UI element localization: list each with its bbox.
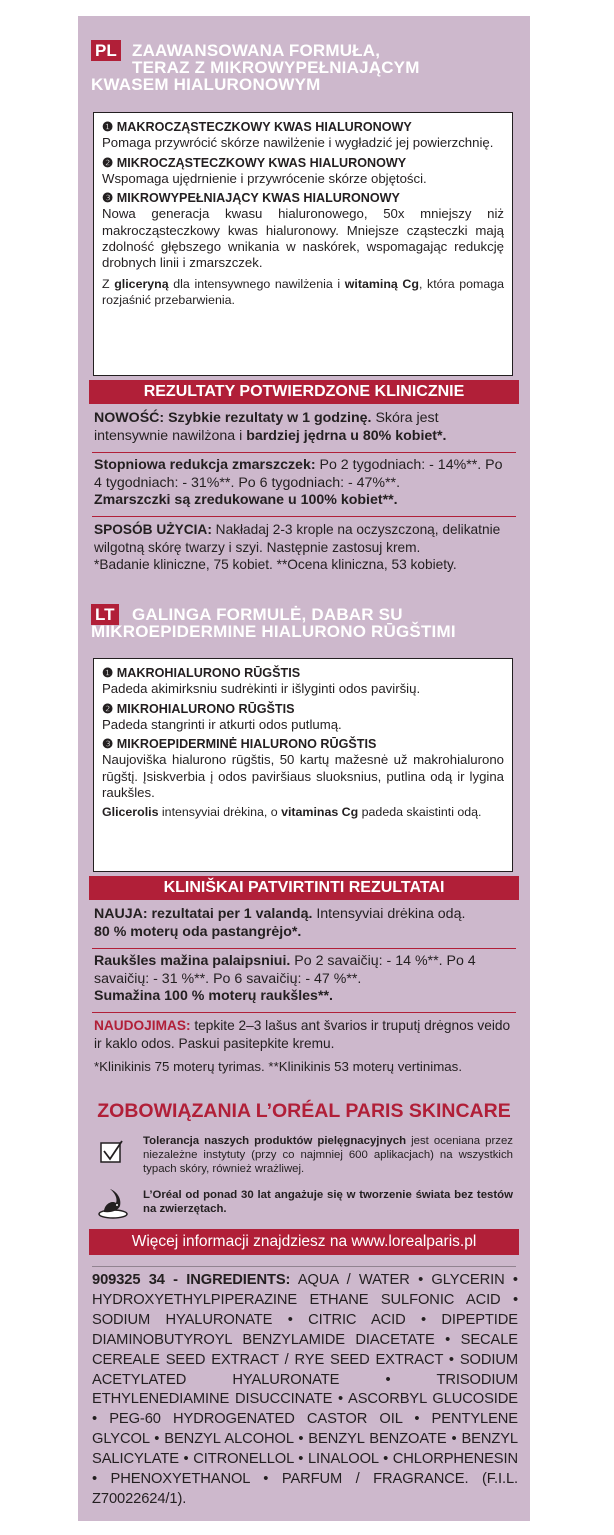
pl-wrinkle-results: Stopniowa redukcja zmarszczek: Po 2 tygodniach: - 14%**. Po 4 tygodniach: - 31%**. Po 6 tygodniach: - 47%**. Zmarszczki są zredukowane u 100% kobiet**. bbox=[94, 457, 503, 508]
divider bbox=[92, 516, 516, 517]
lt-item2-title: ❷ MIKROHIALURONO RŪGŠTIS bbox=[102, 701, 295, 716]
lang-badge-pl: PL bbox=[91, 40, 121, 61]
lt-headline-line: MIKROEPIDERMINE HIALURONO RŪGŠTIMI bbox=[91, 622, 456, 641]
divider bbox=[92, 1266, 516, 1267]
lt-item3-text: Naujoviška hialurono rūgštis, 50 kartų mažesnė už makrohialurono rūgštį. Įsiskverbia į odos paviršiaus sluoksnius, putlina odą ir lygina raukšles. bbox=[102, 752, 504, 801]
lt-item2-text: Padeda stangrinti ir atkurti odos putlumą. bbox=[102, 716, 342, 732]
rabbit-icon bbox=[96, 1186, 130, 1225]
commitment-tolerance: Tolerancja naszych produktów pielęgnacyjnych jest oceniana przez niezależne instytuty (przy co najmniej 600 aplikacjach) na wszystkich typach skóry, również wrażliwej. bbox=[143, 1135, 513, 1175]
lt-usage: NAUDOJIMAS: tepkite 2–3 lašus ant švarios ir truputį drėgnos veido ir kaklo odos. Paskui pasitepkite kremu. bbox=[94, 1018, 511, 1051]
commitment-animal-testing: L’Oréal od ponad 30 lat angażuje się w tworzenie świata bez testów na zwierzętach. bbox=[143, 1189, 513, 1215]
lt-item1-title: ❶ MAKROHIALURONO RŪGŠTIS bbox=[102, 666, 301, 680]
pl-item1-title: ❶ MAKROCZĄSTECZKOWY KWAS HIALURONOWY bbox=[102, 120, 412, 134]
package-panel bbox=[78, 16, 530, 1521]
pl-item1-text: Pomaga przywrócić skórze nawilżenie i wygładzić jej powierzchnię. bbox=[102, 135, 494, 151]
lt-footnote: *Klinikinis 75 moterų tyrimas. **Klinikinis 53 moterų vertinimas. bbox=[94, 1059, 463, 1074]
divider bbox=[92, 948, 516, 949]
lang-badge-lt: LT bbox=[91, 604, 119, 625]
pl-item2-title: ❷ MIKROCZĄSTECZKOWY KWAS HIALURONOWY bbox=[102, 155, 407, 170]
lt-ingredient-note: Glicerolis intensyviai drėkina, o vitaminas Cg padeda skaistinti odą. bbox=[102, 805, 482, 820]
more-info-link[interactable]: Więcej informacji znajdziesz na www.lorealparis.pl bbox=[89, 1229, 519, 1255]
lt-item1-text: Padeda akimirksniu sudrėkinti ir išlyginti odos paviršių. bbox=[102, 681, 421, 697]
lt-new-results: NAUJA: rezultatai per 1 valandą. Intensyviai drėkina odą. 80 % moterų oda pastangrėjo*. bbox=[94, 906, 466, 940]
pl-results-bar: REZULTATY POTWIERDZONE KLINICZNIE bbox=[89, 380, 519, 404]
pl-item3-text: Nowa generacja kwasu hialuronowego, 50x mniejszy niż makrocząsteczkowy kwas hialuronowy. Mniejsze cząsteczki mają zdolność głębszego wnikania w naskórek, wspomagając redukcję drobnych linii i zmarszczek. bbox=[102, 206, 504, 271]
lt-item3-title: ❸ MIKROEPIDERMINĖ HIALURONO RŪGŠTIS bbox=[102, 737, 377, 752]
divider bbox=[92, 452, 516, 453]
pl-usage: SPOSÓB UŻYCIA: Nakładaj 2-3 krople na oczyszczoną, delikatnie wilgotną skórę twarzy i szyi. Następnie zastosuj krem. *Badanie kliniczne, 75 kobiet. **Ocena kliniczna, 53 kobiety. bbox=[94, 522, 501, 572]
pl-item3-title: ❸ MIKROWYPEŁNIAJĄCY KWAS HIALURONOWY bbox=[102, 191, 400, 206]
lt-results-bar: KLINIŠKAI PATVIRTINTI REZULTATAI bbox=[89, 876, 519, 900]
checkbox-check-icon bbox=[100, 1140, 124, 1169]
lt-formula-box bbox=[93, 658, 513, 872]
pl-headline-line: TERAZ Z MIKROWYPEŁNIAJĄCYM bbox=[132, 58, 420, 77]
pl-headline-line: ZAAWANSOWANA FORMUŁA, bbox=[132, 41, 381, 60]
commitments-title: ZOBOWIĄZANIA L’ORÉAL PARIS SKINCARE bbox=[97, 1100, 511, 1122]
ingredients-list: 909325 34 - INGREDIENTS: AQUA / WATER • GLYCERIN • HYDROXYETHYLPIPERAZINE ETHANE SULFONIC ACID • SODIUM HYALURONATE • CITRIC ACID • DIPEPTIDE DIAMINOBUTYROYL BENZYLAMIDE DIACETATE • SECALE CEREALE SEED EXTRACT / RYE SEED EXTRACT • SODIUM ACETYLATED HYALURONATE • TRISODIUM ETHYLENEDIAMINE DISUCCINATE • ASCORBYL GLUCOSIDE • PEG-60 HYDROGENATED CASTOR OIL • PENTYLENE GLYCOL • BENZYL ALCOHOL • BENZYL BENZOATE • BENZYL SALICYLATE • CITRONELLOL • LINALOOL • CHLORPHENESIN • PHENOXYETHANOL • PARFUM / FRAGRANCE. (F.I.L. Z70022624/1). bbox=[92, 1272, 518, 1507]
pl-item2-text: Wspomaga ujędrnienie i przywrócenie skórze objętości. bbox=[102, 170, 427, 186]
pl-new-results: NOWOŚĆ: Szybkie rezultaty w 1 godzinę. Skóra jest intensywnie nawilżona i bardziej jędrna u 80% kobiet*. bbox=[94, 410, 447, 444]
divider bbox=[92, 1012, 516, 1013]
pl-formula-box bbox=[93, 112, 513, 376]
lt-headline-line: GALINGA FORMULĖ, DABAR SU bbox=[132, 605, 403, 624]
pl-ingredient-note: Z gliceryną dla intensywnego nawilżenia i witaminą Cg, która pomaga rozjaśnić przebarwienia. bbox=[102, 276, 504, 307]
lt-wrinkle-results: Raukšles mažina palaipsniui. Po 2 savaičių: - 14 %**. Po 4 savaičių: - 31 %**. Po 6 savaičių: - 47 %**. Sumažina 100 % moterų raukšles**. bbox=[94, 953, 476, 1004]
pl-headline-line: KWASEM HIALURONOWYM bbox=[91, 75, 321, 94]
